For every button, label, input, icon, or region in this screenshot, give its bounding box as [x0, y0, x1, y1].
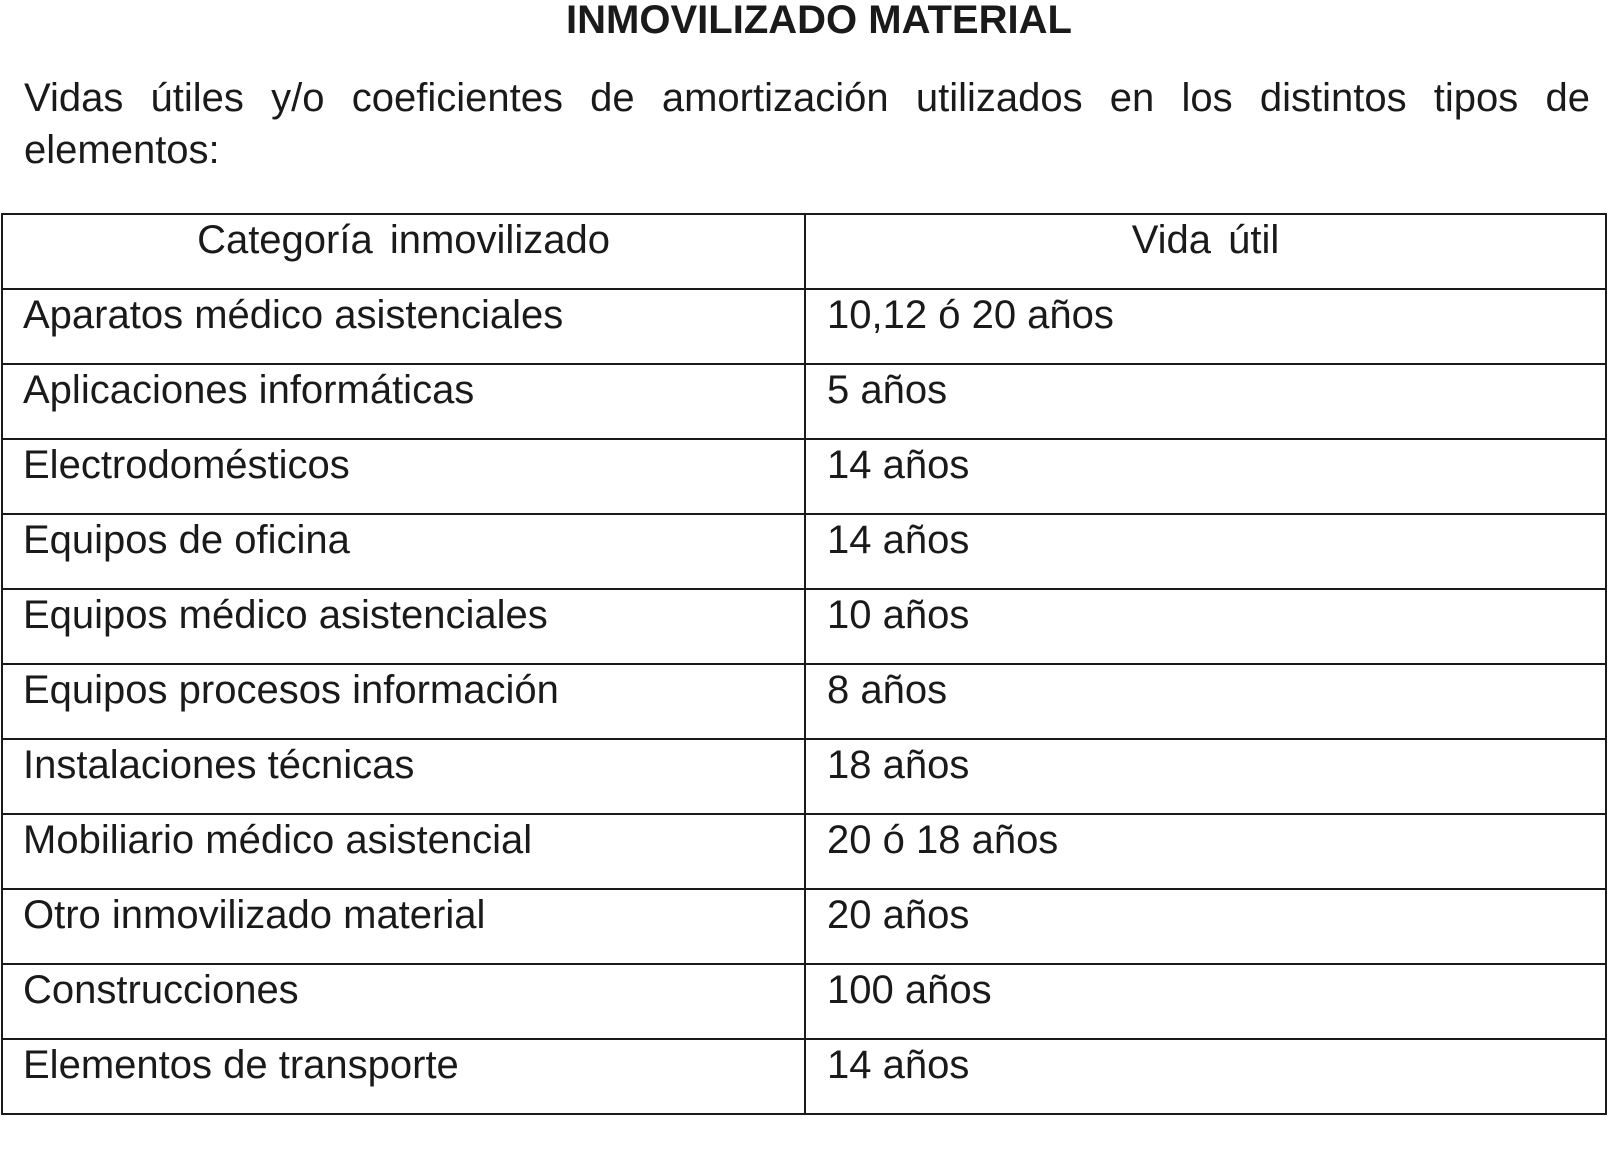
table-row	[2, 1039, 1606, 1114]
useful-life-cell: 14 años	[805, 439, 1606, 514]
useful-life-cell: 18 años	[805, 739, 1606, 814]
header-category: Categoría inmovilizado	[2, 214, 805, 289]
table-row	[2, 664, 1606, 739]
category-cell: Equipos médico asistenciales	[2, 589, 805, 664]
category-cell: Electrodomésticos	[2, 439, 805, 514]
category-cell: Elementos de transporte	[2, 1039, 805, 1114]
table-header-row	[2, 214, 1606, 289]
table-row	[2, 439, 1606, 514]
document-title: INMOVILIZADO MATERIAL	[566, 0, 1072, 42]
useful-life-cell: 20 ó 18 años	[805, 814, 1606, 889]
category-cell: Otro inmovilizado material	[2, 889, 805, 964]
useful-life-cell: 10,12 ó 20 años	[805, 289, 1606, 364]
table-row	[2, 739, 1606, 814]
category-cell: Aparatos médico asistenciales	[2, 289, 805, 364]
table-row	[2, 364, 1606, 439]
useful-life-cell: 14 años	[805, 1039, 1606, 1114]
category-cell: Equipos de oficina	[2, 514, 805, 589]
table-row	[2, 964, 1606, 1039]
useful-life-cell: 10 años	[805, 589, 1606, 664]
category-cell: Equipos procesos información	[2, 664, 805, 739]
category-cell: Construcciones	[2, 964, 805, 1039]
table-row	[2, 589, 1606, 664]
useful-life-cell: 8 años	[805, 664, 1606, 739]
useful-life-cell: 20 años	[805, 889, 1606, 964]
useful-life-cell: 100 años	[805, 964, 1606, 1039]
table-row	[2, 514, 1606, 589]
useful-life-cell: 14 años	[805, 514, 1606, 589]
useful-life-cell: 5 años	[805, 364, 1606, 439]
category-cell: Mobiliario médico asistencial	[2, 814, 805, 889]
table-row	[2, 889, 1606, 964]
table-row	[2, 814, 1606, 889]
category-cell: Aplicaciones informáticas	[2, 364, 805, 439]
category-cell: Instalaciones técnicas	[2, 739, 805, 814]
table-row	[2, 289, 1606, 364]
intro-paragraph: Vidas útiles y/o coeficientes de amortización utilizados en los distintos tipos de elementos:	[24, 76, 1590, 172]
header-useful-life: Vida útil	[805, 214, 1606, 289]
useful-life-table	[1, 213, 1607, 1115]
